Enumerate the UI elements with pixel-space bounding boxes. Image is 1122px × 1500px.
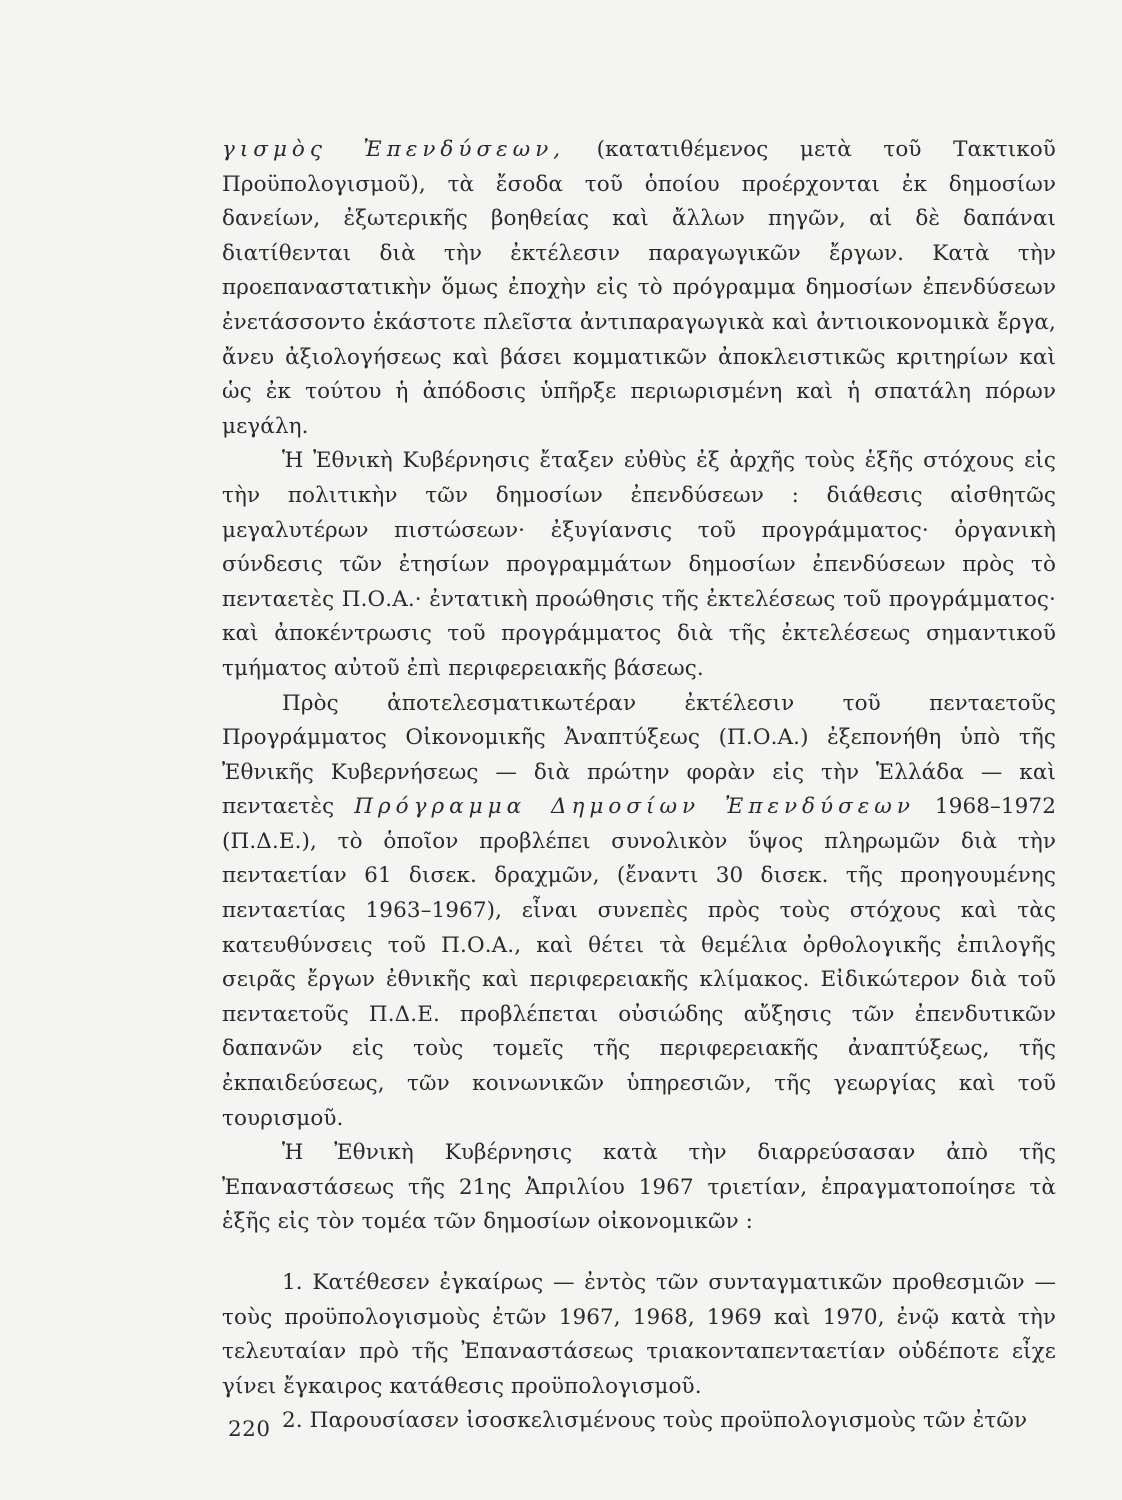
list-item xyxy=(222,1404,1056,1439)
paragraph-text-before: Πρὸς ἀποτελεσματικωτέραν ἐκτέλεσιν τοῦ πενταετοῦς Προγράμματος Οἰκονομικῆς Ἀναπτύξεως (Π.Ο.Α.) ἐξεπονήθη ὑπὸ τῆς Ἐθνικῆς Κυβερνήσεως — διὰ πρώτην φορὰν εἰς τὴν Ἑλλάδα — καὶ πενταετὲς xyxy=(222,690,1056,820)
list-item xyxy=(222,1266,1056,1404)
paragraph-text: (κατατιθέμενος μετὰ τοῦ Τακτικοῦ Προϋπολογισμοῦ), τὰ ἔσοδα τοῦ ὁποίου προέρχονται ἐκ δημοσίων δανείων, ἐξωτερικῆς βοηθείας καὶ ἄλλων πηγῶν, αἱ δὲ δαπάναι διατίθενται διὰ τὴν ἐκτέλεσιν παραγωγικῶν ἔργων. Κατὰ τὴν προεπαναστατικὴν ὅμως ἐποχὴν εἰς τὸ πρόγραμμα δημοσίων ἐπενδύσεων ἐνετάσσοντο ἑκάστοτε πλεῖστα ἀντιπαραγωγικὰ καὶ ἀντιοικονομικὰ ἔργα, ἄνευ ἀξιολογήσεως καὶ βάσει κομματικῶν ἀποκλειστικῶς κριτηρίων καὶ ὡς ἐκ τούτου ἡ ἀπόδοσις ὑπῆρξε περιωρισμένη καὶ ἡ σπατάλη πόρων μεγάλη. xyxy=(222,137,1056,439)
paragraph-3 xyxy=(222,687,1056,1137)
spaced-emphasis-title: Πρόγραμμα Δημοσίων Ἐπενδύσεων xyxy=(354,794,915,820)
paragraph-text-after: 1968–1972 (Π.Δ.Ε.), τὸ ὁποῖον προβλέπει συνολικὸν ὕψος πληρωμῶν διὰ τὴν πενταετίαν 61 δισεκ. δραχμῶν, (ἔναντι 30 δισεκ. τῆς προηγουμένης πενταετίας 1963–1967), εἶναι συνεπὲς πρὸς τοὺς στόχους καὶ τὰς κατευθύνσεις τοῦ Π.Ο.Α., καὶ θέτει τὰ θεμέλια ὀρθολογικῆς ἐπιλογῆς σειρᾶς ἔργων ἐθνικῆς καὶ περιφερειακῆς κλίμακος. Εἰδικώτερον διὰ τοῦ πενταετοῦς Π.Δ.Ε. προβλέπεται οὐσιώδης αὔξησις τῶν ἐπενδυτικῶν δαπανῶν εἰς τοὺς τομεῖς τῆς περιφερειακῆς ἀναπτύξεως, τῆς ἐκπαιδεύσεως, τῶν κοινωνικῶν ὑπηρεσιῶν, τῆς γεωργίας καὶ τοῦ τουρισμοῦ. xyxy=(222,794,1056,1131)
page-number: 220 xyxy=(228,1417,271,1442)
paragraph-1 xyxy=(222,133,1056,444)
list-text: Κατέθεσεν ἐγκαίρως — ἐντὸς τῶν συνταγματικῶν προθεσμιῶν — τοὺς προϋπολογισμοὺς ἐτῶν 1967, 1968, 1969 καὶ 1970, ἐνῷ κατὰ τὴν τελευταίαν πρὸ τῆς Ἐπαναστάσεως τριακονταπενταετίαν οὐδέποτε εἶχε γίνει ἔγκαιρος κατάθεσις προϋπολογισμοῦ. xyxy=(222,1270,1056,1399)
section-gap xyxy=(222,1240,1056,1266)
list-text: Παρουσίασεν ἰσοσκελισμένους τοὺς προϋπολογισμοὺς τῶν ἐτῶν xyxy=(309,1408,1028,1434)
list-number: 1. xyxy=(282,1270,303,1295)
spaced-emphasis: γισμὸς Ἐπενδύσεων, xyxy=(222,137,566,162)
paragraph-2: Ἡ Ἐθνικὴ Κυβέρνησις ἔταξεν εὐθὺς ἐξ ἀρχῆς τοὺς ἑξῆς στόχους εἰς τὴν πολιτικὴν τῶν δημοσίων ἐπενδύσεων : διάθεσις αἰσθητῶς μεγαλυτέρων πιστώσεων· ἐξυγίανσις τοῦ προγράμματος· ὀργανικὴ σύνδεσις τῶν ἐτησίων προγραμμάτων δημοσίων ἐπενδύσεων πρὸς τὸ πενταετὲς Π.Ο.Α.· ἐντατικὴ προώθησις τῆς ἐκτελέσεως τοῦ προγράμματος· καὶ ἀποκέντρωσις τοῦ προγράμματος διὰ τῆς ἐκτελέσεως σημαντικοῦ τμήματος αὐτοῦ ἐπὶ περιφερειακῆς βάσεως. xyxy=(222,448,1056,681)
list-number: 2. xyxy=(282,1408,303,1434)
body-text xyxy=(222,133,1056,1439)
paragraph-4: Ἡ Ἐθνικὴ Κυβέρνησις κατὰ τὴν διαρρεύσασαν ἀπὸ τῆς Ἐπαναστάσεως τῆς 21ης Ἀπριλίου 1967 τριετίαν, ἐπραγματοποίησε τὰ ἑξῆς εἰς τὸν τομέα τῶν δημοσίων οἰκονομικῶν : xyxy=(222,1140,1056,1235)
